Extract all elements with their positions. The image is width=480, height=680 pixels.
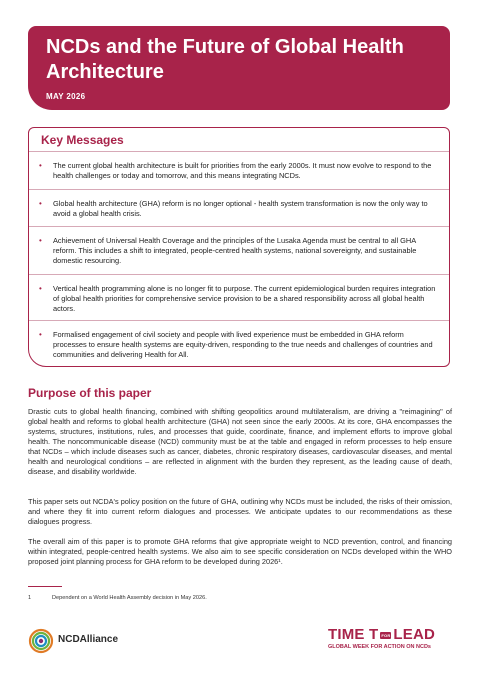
bullet-icon: • <box>39 236 42 245</box>
ncd-alliance-wordmark: NCDAlliance <box>58 634 119 645</box>
key-message-item <box>29 226 449 275</box>
logo-for-badge: FOR <box>381 632 391 638</box>
bullet-icon: • <box>39 284 42 293</box>
key-message-text: The current global health architecture is built for priorities from the early 2000s. It must now evolve to respond to the health challenges or today and tomorrow, and this means integrating NCDs. <box>53 161 432 180</box>
footnote-divider <box>28 586 62 587</box>
key-message-text: Vertical health programming alone is no longer fit to purpose. The current epidemiological burden requires integration of global health priorities for comprehensive service provision to be a shared responsibility across all global health actors. <box>53 284 436 313</box>
time-to-lead-wordmark <box>328 626 452 643</box>
key-message-text: Achievement of Universal Health Coverage and the principles of the Lusaka Agenda must be central to all GHA reform. This includes a shift to integrated, people-centred health systems, national sovereignty, and sustainable domestic resourcing. <box>53 236 417 265</box>
key-message-item <box>29 320 449 367</box>
bullet-icon: • <box>39 330 42 339</box>
key-message-item <box>29 189 449 227</box>
key-message-text: Global health architecture (GHA) reform is no longer optional - health system transformation is now the only way to avoid a global health crisis. <box>53 199 428 218</box>
ncd-alliance-logo-icon <box>28 628 54 654</box>
key-messages-box <box>28 127 450 367</box>
time-to-lead-logo <box>328 626 452 650</box>
key-message-item <box>29 274 449 321</box>
key-message-item <box>29 151 449 190</box>
logo-text-part2: LEAD <box>393 626 436 643</box>
page-title: NCDs and the Future of Global Health Architecture <box>46 36 404 83</box>
header-banner <box>28 26 450 110</box>
footnote-text: Dependent on a World Health Assembly decision in May 2026. <box>52 595 207 601</box>
bullet-icon: • <box>39 199 42 208</box>
footnote <box>28 595 207 601</box>
footnote-number: 1 <box>28 595 32 601</box>
purpose-paragraph-3: The overall aim of this paper is to promote GHA reforms that give appropriate weight to NCD prevention, control, and financing within integrated, people-centred health systems. We also aim to see specific consideration on NCDs developed within the WHO proposed joint planning process for GHA reform to be developed during 2026¹. <box>28 537 452 566</box>
key-messages-heading: Key Messages <box>41 133 124 147</box>
purpose-paragraph-1: Drastic cuts to global health financing, combined with shifting geopolitics around multilateralism, are driving a "reimagining" of global health and reforms to global health architecture (GHA) not seen since the early 2000s. At its core, GHA encompasses the systems, structures, institutions, rules, and processes that guide, coordinate, finance, and implement efforts to improve global health. The noncommunicable disease (NCD) community must be at the table and engaged in reform processes to help ensure that NCDs – which include diseases such as cancer, diabetes, chronic respiratory diseases, cardiovascular diseases, and mental health and neurological conditions – are reflected in alignment with the burden they represent, as the leading cause of death, disease, and disability worldwide. <box>28 407 452 476</box>
publication-date: MAY 2026 <box>46 92 86 101</box>
purpose-heading: Purpose of this paper <box>28 386 152 400</box>
bullet-icon: • <box>39 161 42 170</box>
time-to-lead-tagline: GLOBAL WEEK FOR ACTION ON NCDs <box>328 644 431 650</box>
purpose-paragraph-2: This paper sets out NCDA's policy position on the future of GHA, outlining why NCDs must be included, the risks of their omission, and where they fit into current reform dialogues and processes. We anticipate updates to our recommendations as these dialogues progress. <box>28 497 452 526</box>
key-message-text: Formalised engagement of civil society and people with lived experience must be embedded in GHA reform processes to ensure health systems are equity-driven, responding to the true needs and challenges of countries and communities and delivering Health for All. <box>53 330 433 359</box>
logo-text-part1: TIME T <box>328 626 379 643</box>
